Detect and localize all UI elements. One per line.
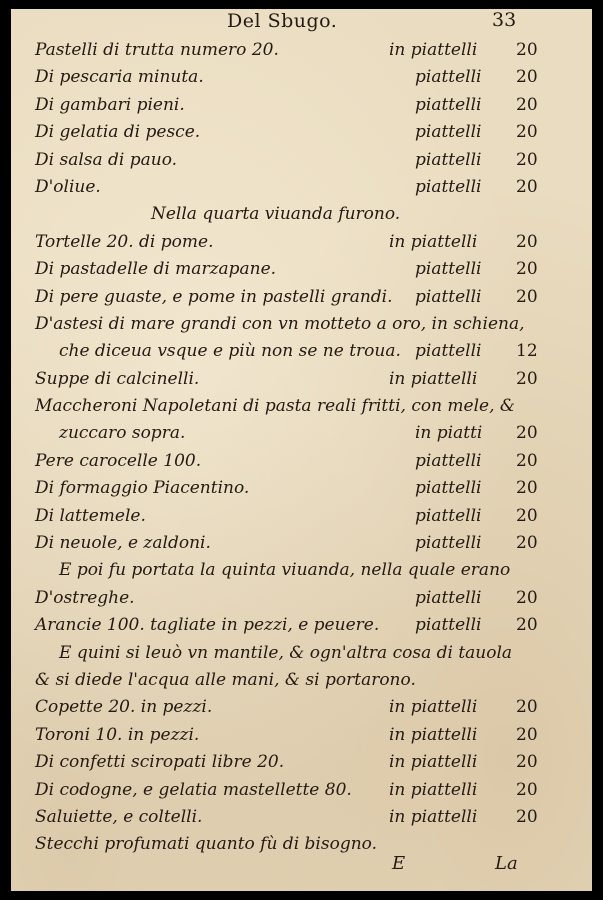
menu-line: [11, 804, 592, 831]
serving-unit: in piattelli: [389, 724, 478, 745]
serving-count: 20: [516, 779, 538, 800]
serving-count: 20: [516, 615, 538, 636]
line-text: Di pastadelle di marzapane.: [35, 259, 277, 280]
menu-line: [11, 256, 592, 283]
menu-line: [11, 147, 592, 174]
menu-line: [11, 338, 592, 365]
serving-unit: piattelli: [415, 587, 482, 608]
menu-line: [11, 448, 592, 475]
serving-unit: in piattelli: [389, 806, 478, 827]
line-text: Di confetti sciropati libre 20.: [35, 752, 285, 773]
line-text: zuccaro sopra.: [59, 423, 186, 444]
line-text: Di formaggio Piacentino.: [35, 478, 250, 499]
serving-count: 20: [516, 423, 538, 444]
line-text: E poi fu portata la quinta viuanda, nella quale erano: [59, 560, 511, 581]
line-text: Di gambari pieni.: [35, 94, 185, 115]
menu-line: [11, 530, 592, 557]
menu-line: [11, 777, 592, 804]
serving-count: 20: [516, 40, 538, 60]
line-text: Toroni 10. in pezzi.: [35, 724, 200, 745]
line-text: Saluiette, e coltelli.: [35, 806, 203, 827]
serving-count: 20: [516, 122, 538, 143]
line-text: D'ostreghe.: [35, 587, 135, 608]
menu-line: [11, 37, 592, 64]
serving-unit: in piattelli: [389, 368, 478, 389]
line-text: Di neuole, e zaldoni.: [35, 533, 211, 554]
line-text: Arancie 100. tagliate in pezzi, e peuere.: [35, 615, 380, 636]
serving-unit: piattelli: [415, 67, 482, 88]
menu-line: [11, 201, 592, 228]
line-text: Di gelatia di pesce.: [35, 122, 201, 143]
serving-unit: piattelli: [415, 149, 482, 170]
serving-count: 20: [516, 806, 538, 827]
menu-line: [11, 420, 592, 447]
serving-unit: piattelli: [415, 615, 482, 636]
line-text: & si diede l'acqua alle mani, & si portarono.: [35, 669, 416, 690]
serving-unit: piattelli: [415, 259, 482, 280]
serving-count: 20: [516, 697, 538, 718]
serving-count: 20: [516, 450, 538, 471]
line-text: Pastelli di trutta numero 20.: [35, 40, 279, 60]
serving-unit: piattelli: [415, 533, 482, 554]
menu-line: [11, 174, 592, 201]
menu-line: [11, 503, 592, 530]
menu-line: [11, 722, 592, 749]
line-text: Di pere guaste, e pome in pastelli grandi.: [35, 286, 393, 307]
serving-count: 20: [516, 752, 538, 773]
serving-unit: piattelli: [415, 341, 482, 362]
serving-count: 20: [516, 67, 538, 88]
page-number: 33: [492, 9, 517, 31]
line-text: Maccheroni Napoletani di pasta reali fritti, con mele, &: [35, 396, 516, 417]
line-text: Di pescaria minuta.: [35, 67, 204, 88]
serving-count: 20: [516, 505, 538, 526]
menu-line: [11, 557, 592, 584]
menu-line: [11, 585, 592, 612]
serving-count: 20: [516, 587, 538, 608]
serving-unit: piattelli: [415, 478, 482, 499]
serving-unit: piattelli: [415, 286, 482, 307]
menu-line: [11, 612, 592, 639]
line-text: Tortelle 20. di pome.: [35, 231, 214, 252]
serving-count: 20: [516, 231, 538, 252]
serving-count: 20: [516, 724, 538, 745]
menu-lines: [11, 37, 592, 859]
menu-line: [11, 284, 592, 311]
serving-unit: in piattelli: [389, 779, 478, 800]
serving-count: 12: [516, 341, 538, 362]
menu-line: [11, 694, 592, 721]
serving-unit: piattelli: [415, 176, 482, 197]
menu-line: [11, 119, 592, 146]
line-text: Di salsa di pauo.: [35, 149, 178, 170]
serving-count: 20: [516, 286, 538, 307]
menu-line: [11, 640, 592, 667]
menu-line: [11, 64, 592, 91]
menu-line: [11, 749, 592, 776]
serving-count: 20: [516, 533, 538, 554]
serving-unit: in piattelli: [389, 231, 478, 252]
page-footer: [11, 847, 592, 877]
serving-count: 20: [516, 368, 538, 389]
line-text: E quini si leuò vn mantile, & ogn'altra cosa di tauola: [59, 642, 513, 663]
serving-unit: in piattelli: [389, 752, 478, 773]
line-text: Stecchi profumati quanto fù di bisogno.: [35, 834, 377, 855]
serving-unit: in piattelli: [389, 40, 478, 60]
menu-line: [11, 475, 592, 502]
serving-unit: in piatti: [415, 423, 483, 444]
serving-count: 20: [516, 149, 538, 170]
book-page: [11, 9, 592, 891]
serving-count: 20: [516, 94, 538, 115]
serving-unit: piattelli: [415, 450, 482, 471]
menu-line: [11, 393, 592, 420]
serving-unit: piattelli: [415, 94, 482, 115]
menu-line: [11, 92, 592, 119]
page-header: [11, 9, 592, 35]
running-head: Del Sbugo.: [227, 10, 338, 32]
line-text: Suppe di calcinelli.: [35, 368, 200, 389]
serving-count: 20: [516, 259, 538, 280]
line-text: che diceua vsque e più non se ne troua.: [59, 341, 401, 362]
serving-unit: in piattelli: [389, 697, 478, 718]
menu-line: [11, 229, 592, 256]
line-text: Di codogne, e gelatia mastellette 80.: [35, 779, 352, 800]
line-text: D'oliue.: [35, 176, 101, 197]
line-text: Di lattemele.: [35, 505, 146, 526]
serving-count: 20: [516, 176, 538, 197]
catchword: La: [495, 853, 518, 874]
line-text: Pere carocelle 100.: [35, 450, 202, 471]
menu-line: [11, 366, 592, 393]
line-text: Nella quarta viuanda furono.: [151, 204, 401, 225]
serving-unit: piattelli: [415, 122, 482, 143]
serving-unit: piattelli: [415, 505, 482, 526]
menu-line: [11, 667, 592, 694]
menu-line: [11, 311, 592, 338]
line-text: D'astesi di mare grandi con vn motteto a oro, in schiena,: [35, 313, 525, 334]
serving-count: 20: [516, 478, 538, 499]
signature-mark: E: [392, 853, 406, 874]
line-text: Copette 20. in pezzi.: [35, 697, 213, 718]
